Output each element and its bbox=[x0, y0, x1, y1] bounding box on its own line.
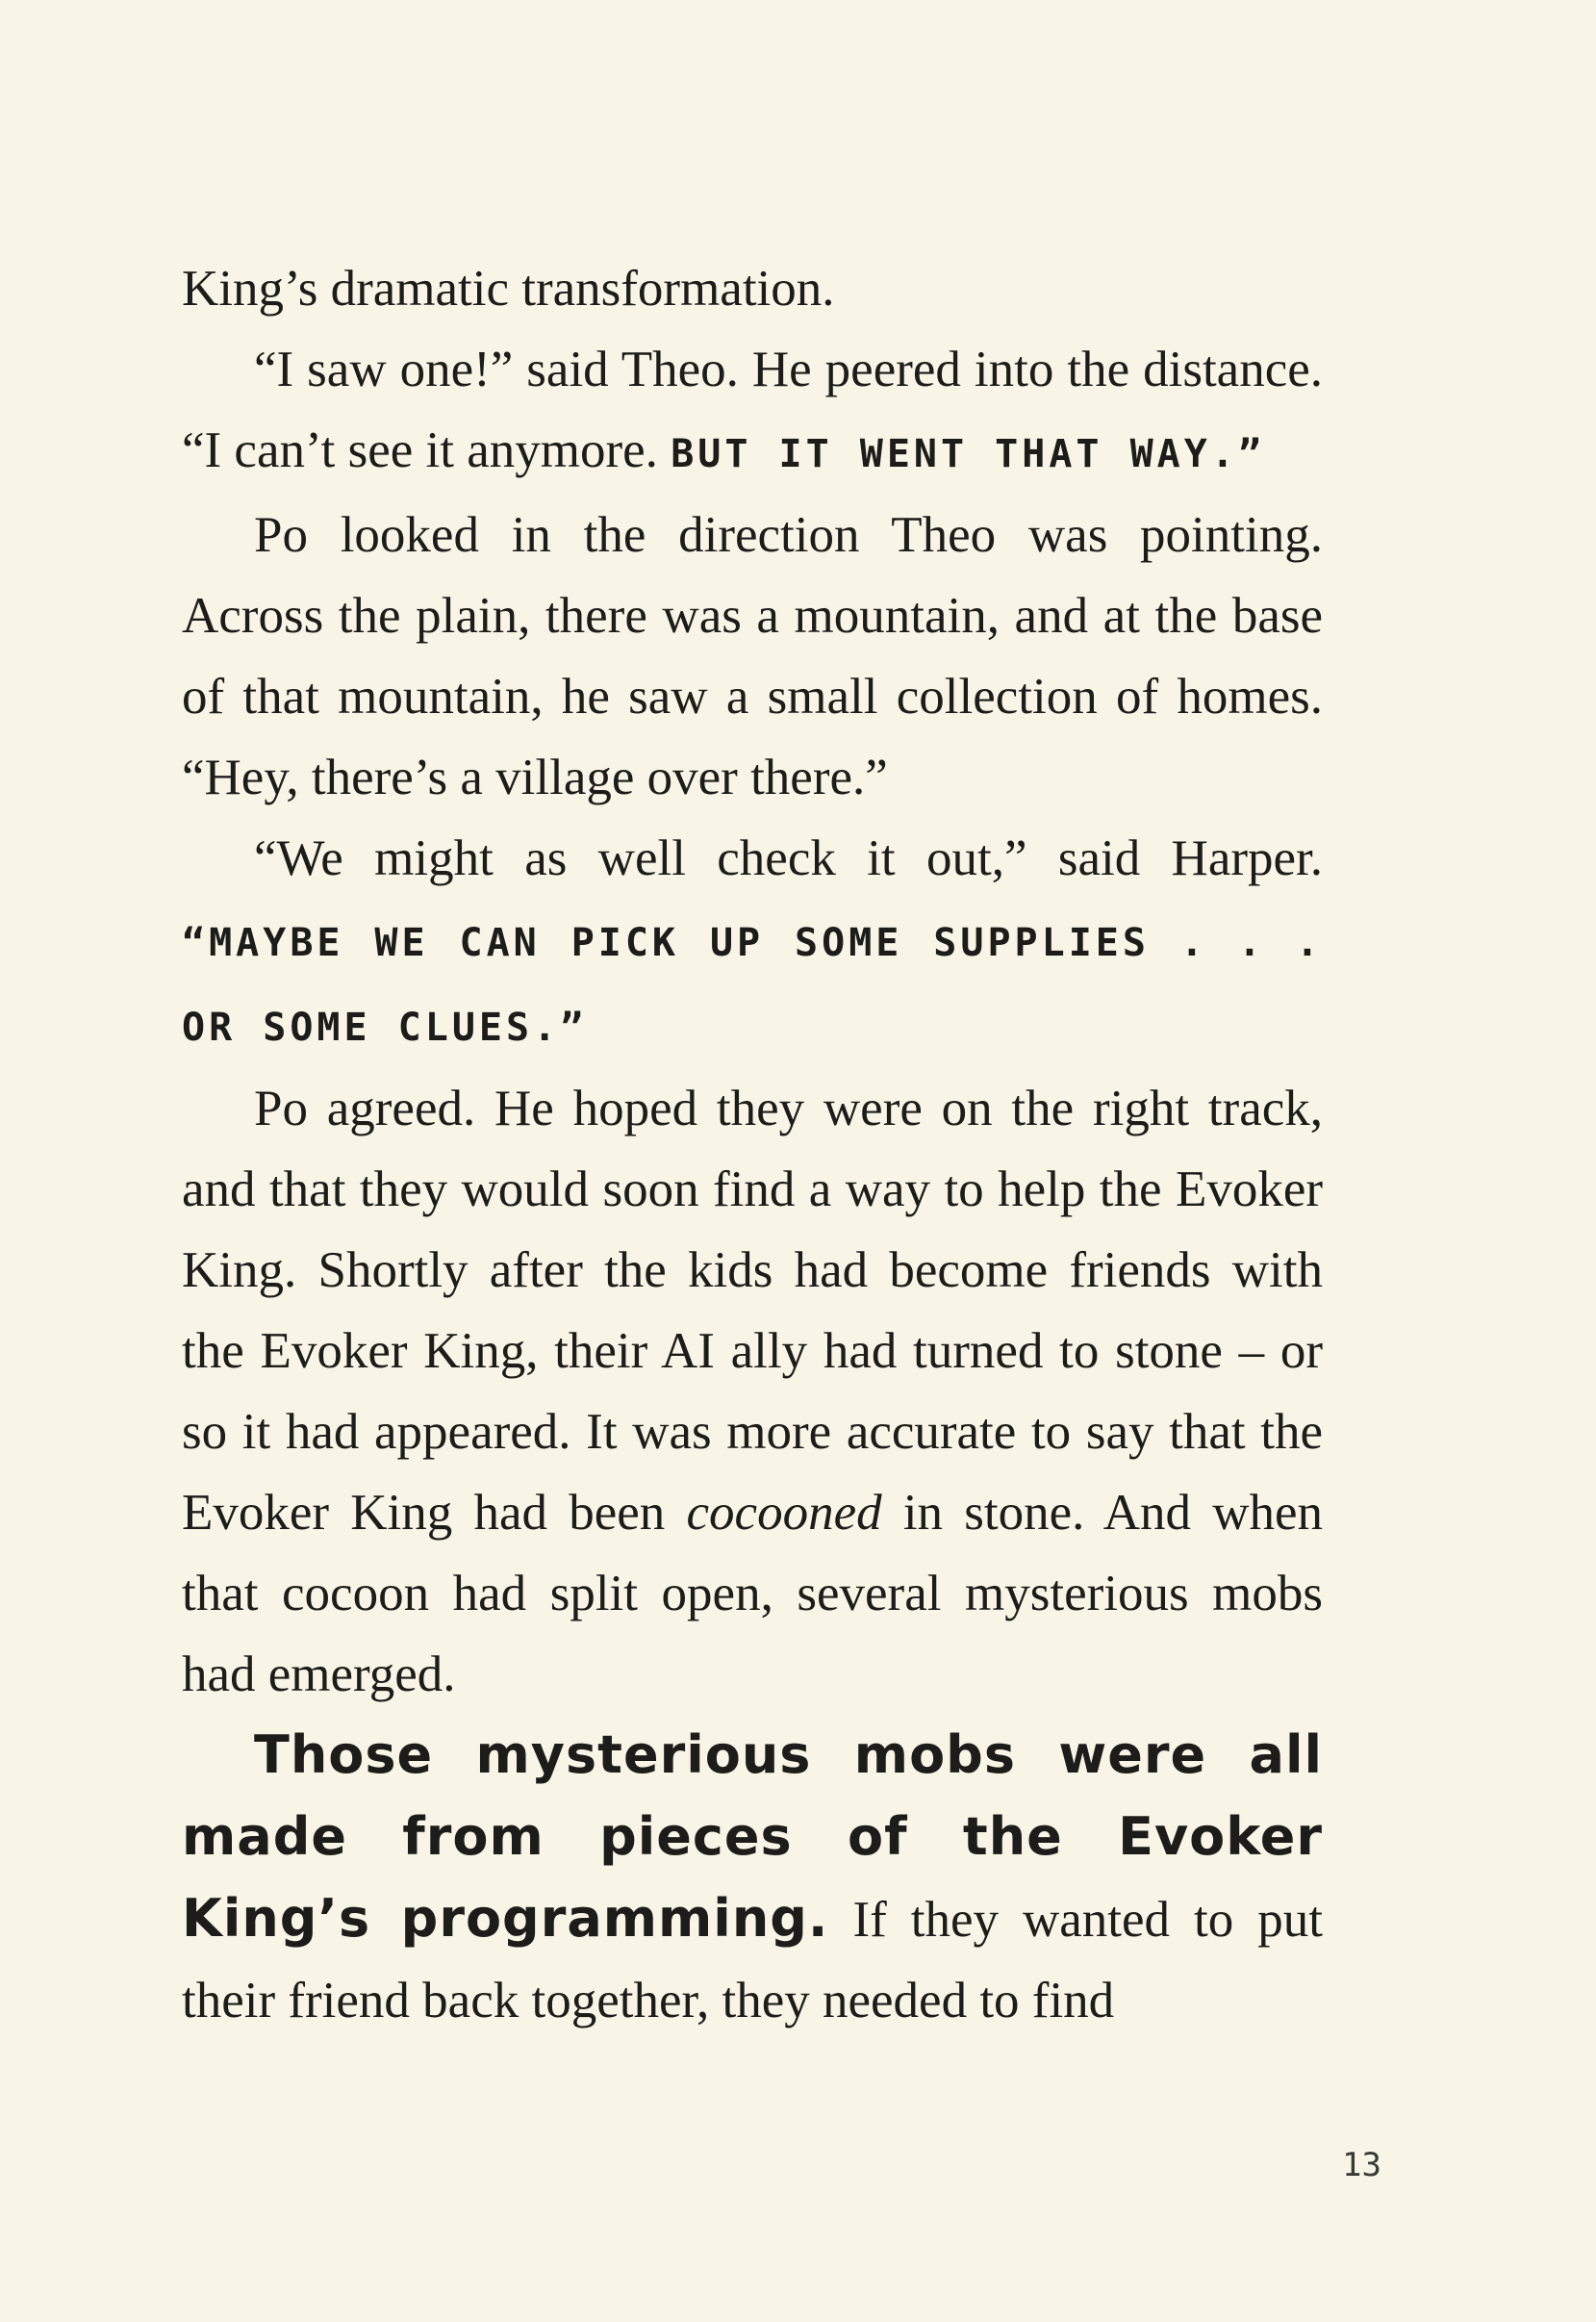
page-number: 13 bbox=[1342, 2146, 1381, 2184]
paragraph-2: “I saw one!” said Theo. He peered into the distance. “I can’t see it anymore. BUT IT WENT THAT WAY.” bbox=[182, 342, 1323, 478]
bold-emphasis: Those mysterious mobs were all made from pieces of the Evoker King’s programming. bbox=[182, 1724, 1323, 1949]
body-text bbox=[182, 248, 1323, 2041]
pixel-dialogue: “MAYBE WE CAN PICK UP SOME SUPPLIES . . . OR SOME CLUES.” bbox=[182, 921, 1323, 1050]
paragraph-1: King’s dramatic transformation. bbox=[182, 261, 835, 317]
paragraph-5: Po agreed. He hoped they were on the right track, and that they would soon find a way to help the Evoker King. Shortly after the kids had become friends with the Evoker King, their AI ally had turned to stone – or so it had appeared. It was more accurate to say that the Evoker King had been cocooned in stone. And when that cocoon had split open, several mysterious mobs had emerged. bbox=[182, 1081, 1324, 1702]
pixel-dialogue: BUT IT WENT THAT WAY.” bbox=[671, 432, 1265, 476]
paragraph-3: Po looked in the direction Theo was pointing. Across the plain, there was a mountain, and at the base of that mountain, he saw a small collection of homes. “Hey, there’s a village over there.” bbox=[182, 507, 1323, 805]
paragraph-6: Those mysterious mobs were all made from pieces of the Evoker King’s programming. If they wanted to put their friend back together, they needed to find bbox=[182, 1724, 1324, 2029]
paragraph-4: “We might as well check it out,” said Harper. “MAYBE WE CAN PICK UP SOME SUPPLIES . . . OR SOME CLUES.” bbox=[182, 830, 1323, 1050]
italic-word: cocooned bbox=[686, 1485, 882, 1541]
